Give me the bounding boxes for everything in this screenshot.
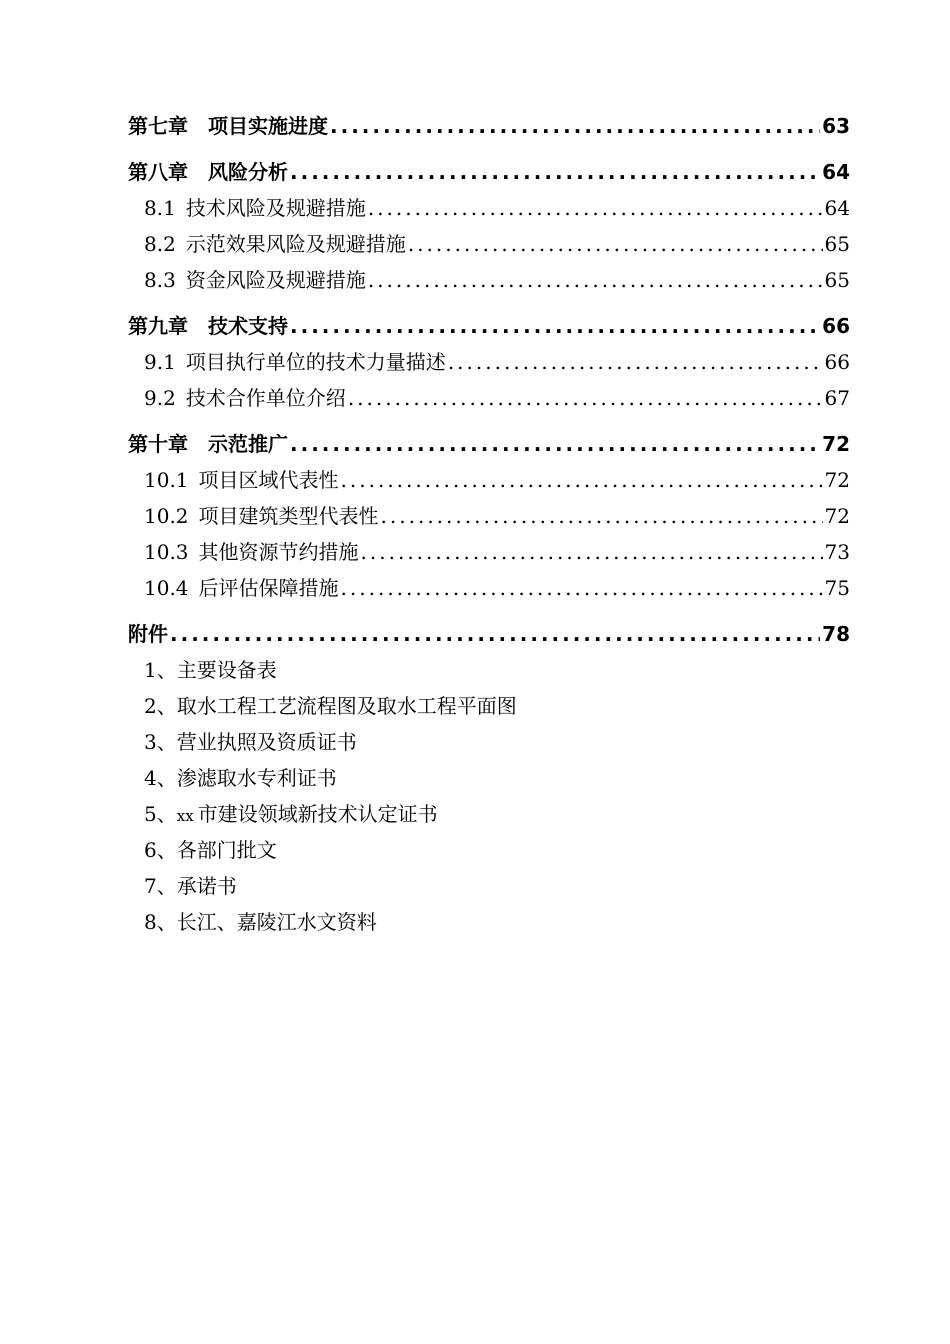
attachment-item: 6、各部门批文 — [144, 838, 277, 862]
attachment-item — [128, 796, 850, 832]
attachment-placeholder-xx: xx — [176, 807, 194, 825]
attachment-item: 3、营业执照及资质证书 — [144, 730, 357, 754]
toc-leader-dots — [341, 570, 823, 606]
toc-page-number: 75 — [824, 576, 850, 600]
attachment-item: 8、长江、嘉陵江水文资料 — [144, 910, 377, 934]
toc-section-9-2[interactable] — [128, 380, 850, 416]
attachment-list — [128, 652, 850, 940]
toc-chapter-title: 第七章 项目实施进度 — [128, 114, 328, 138]
toc-page-number: 63 — [822, 114, 850, 138]
toc-section-title: 项目建筑类型代表性 — [198, 504, 379, 528]
toc-leader-dots — [361, 534, 823, 570]
toc-section-10-2[interactable] — [128, 498, 850, 534]
toc-chapter-7[interactable] — [128, 108, 850, 144]
toc-page-number: 66 — [822, 314, 850, 338]
attachment-item: 2、取水工程工艺流程图及取水工程平面图 — [144, 694, 517, 718]
toc-leader-dots — [170, 616, 820, 652]
toc-leader-dots — [348, 380, 823, 416]
attachment-item: 7、承诺书 — [144, 874, 237, 898]
toc-section-title: 后评估保障措施 — [198, 576, 339, 600]
toc-page-number: 73 — [824, 540, 850, 564]
toc-chapter-title: 第八章 风险分析 — [128, 160, 288, 184]
toc-chapter-title: 第九章 技术支持 — [128, 314, 288, 338]
toc-section-title: 项目区域代表性 — [198, 468, 339, 492]
toc-section-number: 10.1 — [144, 468, 189, 492]
toc-page-number: 65 — [824, 232, 850, 256]
toc-page-number: 72 — [824, 504, 850, 528]
toc-section-8-1[interactable] — [128, 190, 850, 226]
toc-section-number: 8.3 — [144, 268, 176, 292]
toc-leader-dots — [381, 498, 823, 534]
toc-section-number: 8.2 — [144, 232, 176, 256]
toc-chapter-10[interactable] — [128, 426, 850, 462]
toc-section-8-3[interactable] — [128, 262, 850, 298]
toc-section-number: 9.1 — [144, 350, 176, 374]
toc-section-number: 10.3 — [144, 540, 189, 564]
toc-section-title: 技术合作单位介绍 — [185, 386, 346, 410]
toc-leader-dots — [330, 108, 820, 144]
toc-chapter-9[interactable] — [128, 308, 850, 344]
toc-section-10-1[interactable] — [128, 462, 850, 498]
toc-leader-dots — [290, 154, 820, 190]
attachment-item: 1、主要设备表 — [144, 658, 277, 682]
toc-section-9-1[interactable] — [128, 344, 850, 380]
toc-section-title: 技术风险及规避措施 — [185, 196, 366, 220]
toc-page-number: 78 — [822, 622, 850, 646]
toc-section-number: 8.1 — [144, 196, 176, 220]
toc-section-title: 项目执行单位的技术力量描述 — [185, 350, 446, 374]
toc-leader-dots — [368, 190, 823, 226]
toc-section-title: 示范效果风险及规避措施 — [185, 232, 406, 256]
toc-page-number: 64 — [824, 196, 850, 220]
toc-section-10-4[interactable] — [128, 570, 850, 606]
attachment-text: 市建设领域新技术认定证书 — [197, 802, 438, 826]
toc-section-number: 9.2 — [144, 386, 176, 410]
toc-section-10-3[interactable] — [128, 534, 850, 570]
toc-leader-dots — [448, 344, 823, 380]
toc-page-number: 72 — [822, 432, 850, 456]
toc-appendix-title: 附件 — [128, 622, 168, 646]
toc-leader-dots — [290, 308, 820, 344]
toc-page-number: 67 — [824, 386, 850, 410]
toc-leader-dots — [368, 262, 823, 298]
toc-appendix[interactable] — [128, 616, 850, 652]
toc-page-number: 66 — [824, 350, 850, 374]
table-of-contents — [128, 108, 850, 940]
toc-leader-dots — [341, 462, 823, 498]
attachment-item: 4、渗滤取水专利证书 — [144, 766, 337, 790]
toc-leader-dots — [290, 426, 820, 462]
toc-page-number: 65 — [824, 268, 850, 292]
toc-section-number: 10.4 — [144, 576, 189, 600]
toc-page-number: 64 — [822, 160, 850, 184]
toc-section-8-2[interactable] — [128, 226, 850, 262]
toc-leader-dots — [408, 226, 823, 262]
toc-section-number: 10.2 — [144, 504, 189, 528]
toc-section-title: 资金风险及规避措施 — [185, 268, 366, 292]
toc-page-number: 72 — [824, 468, 850, 492]
toc-chapter-title: 第十章 示范推广 — [128, 432, 288, 456]
attachment-prefix: 5、 — [144, 802, 177, 826]
toc-section-title: 其他资源节约措施 — [198, 540, 359, 564]
toc-chapter-8[interactable] — [128, 154, 850, 190]
